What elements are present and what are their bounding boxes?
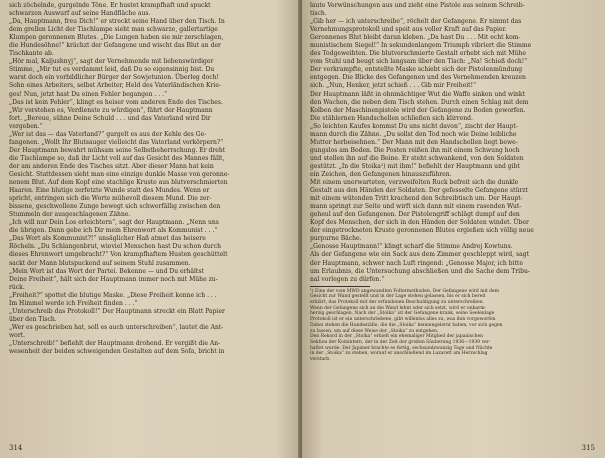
text-line: Tischkante ab. — [9, 50, 54, 58]
text-line: Röcheln. „Du Schlangenbrut, wieviel Menschen hast Du schon durch — [9, 243, 221, 251]
text-line: Klumpen geronnenen Blutes. „Die Lungen haben sie mir zerschlagen, — [9, 34, 224, 42]
text-line: die übrigen. Dann gebe ich Dir mein Ehrenwort als Kommunist . . .“ — [9, 227, 218, 235]
footnote-line: Dabei stehen die Hundeställe, die die „Stoika“ kennengelernt haben, vor sich gegen — [310, 322, 503, 328]
text-line: spricht, entringen sich die Worte mühevoll diesem Mund. Die zer- — [9, 195, 212, 203]
text-line: vergeben.“ — [9, 122, 43, 130]
text-line: „Genosse Hauptmann!“ klingt scharf die Stimme Andrej Kowtuns. — [310, 243, 513, 251]
text-line: Die stählernen Handschellen schließen sich klirrend. — [310, 114, 473, 122]
text-line: geheul auf den Gefangenen. Der Pistolengriff schlägt dumpf auf den — [310, 211, 520, 219]
footnote-line: in der „Stoika“ zu stehen, worauf er anschließend im Lazarett am Herzschlag — [310, 351, 488, 357]
text-line: ein Zeichen, den Gefangenen hinauszuführen. — [310, 170, 452, 178]
text-line: „Wer ist das — das Vaterland?“ gurgelt es aus der Kehle des Ge- — [9, 130, 207, 138]
text-line: nal vorlegen zu dürfen.“ — [310, 275, 385, 283]
text-line: Stimme, „Mir tut es verdammt leid, daß Du so eigensinnig bist. Du — [9, 66, 215, 74]
text-line: vom Stuhl und beugt sich langsam über den Tisch: „Na! Schieß doch!“ — [310, 58, 528, 66]
left-page-text — [9, 2, 294, 356]
footnote-line: Sektion der Komintern, der in der Zeit der großen Säuberung 1936—1939 ver- — [310, 339, 491, 345]
text-line: entgegen. Die Blicke des Gefangenen und des Vernehmenden kreuzen — [310, 74, 526, 82]
text-line: sich. „Nun, Henker, jetzt schieß . . . Gib mir Freiheit!“ — [310, 82, 477, 90]
footnote-line: Wenn der Gefangene sich an die Wand lehnt oder sich setzt, wird er unbarm- — [310, 305, 487, 311]
text-line: Als der Gefangene wie ein Sack aus dem Zimmer geschleppt wird, sagt — [310, 251, 530, 259]
text-line: der am anderen Ende des Tisches sitzt. Aber dieser Mann hat kein — [9, 162, 214, 170]
text-line: „Freiheit?“ spottet die blutige Maske. „Diese Freiheit kenne ich . . . — [9, 291, 217, 299]
text-line: „Da, Hauptmann, freu Dich!“ er streckt seine Hand über den Tisch. In — [9, 18, 225, 26]
text-line: fort. „Bereue, sühne Deine Schuld . . . und das Vaterland wird Dir — [9, 114, 211, 122]
text-line: den Wachen, die neben dem Tisch stehen. Durch einen Schlag mit dem — [310, 98, 529, 106]
text-line: fangenen. „Wollt Ihr Blutsauger vielleicht das Vaterland verkörpern?“ — [9, 138, 224, 146]
text-line: „Gib her — ich unterschreibe“, röchelt der Gefangene. Er nimmt das — [310, 18, 522, 26]
text-line: dem grellen Licht der Tischlampe sieht man schwarze, gallertartige — [9, 26, 218, 34]
text-line: Im Himmel werde ich Freiheit finden . . .“ — [9, 299, 138, 307]
text-line: munistischem Siegel!“ In sekundenlangem Triumph vibriert die Stimme — [310, 42, 532, 50]
text-line: des Todgeweihten. Die blutverschmierte Gestalt erhebt sich mit Mühe — [310, 50, 526, 58]
text-line: mit einem wütenden Tritt krachend den Schreibtisch um. Der Haupt- — [310, 195, 523, 203]
text-line: Gesicht. Stattdessen sieht man eine einzige dunkle Masse von geronne- — [9, 170, 230, 178]
text-line: Gestalt aus den Händen der Soldaten. Der gefesselte Gefangene stürzt — [310, 187, 528, 195]
text-line: Der Hauptmann bewahrt mühsam seine Selbstbeherrschung. Er dreht — [9, 146, 226, 154]
left-page-number: 314 — [9, 444, 23, 452]
text-line: mann springt zur Seite und wirft sich dann mit einem rasenden Wut- — [310, 203, 522, 211]
right-page-number: 315 — [581, 444, 595, 452]
text-line: Sohn eines Arbeiters, selbst Arbeiter, Held des Vaterländischen Krie- — [9, 82, 222, 90]
text-line: und stellen ihn auf die Beine. Er steht schwankend, von den Soldaten — [310, 154, 524, 162]
footnote-line: haftet wurde. Der Japaner brachte es fertig, sechsundzwanzig Tage und Nächte — [310, 345, 493, 351]
text-line: Mit einem unerwarteten, verzweifelten Ruck befreit sich die dunkle — [310, 179, 519, 187]
text-line: mann durch die Zähne. „Du sollst den Tod noch wie Deine leibliche — [310, 130, 517, 138]
text-line: Kopf des Menschen, der sich in den Händen der Soldaten windet. Über — [310, 219, 529, 227]
text-line: die Hundesöhne!“ krächzt der Gefangene und wischt das Blut an der — [9, 42, 221, 50]
text-line: die Tischlampe so, daß ihr Licht voll auf das Gesicht des Mannes fällt, — [9, 154, 225, 162]
footnote-line: ¹) Eine der vom MWD angewandten Foltermethoden. Der Gefangene wird mit dem — [310, 288, 499, 294]
right-page — [302, 0, 605, 458]
right-page-text — [310, 2, 597, 284]
text-line: sich zöchelnde, gurgelnde Töne. Er hustet krampfhaft und spuckt — [9, 2, 211, 9]
text-line: Mutter herbeisehnen.“ Der Mann mit den Handschellen liegt bewe- — [310, 138, 518, 146]
text-line: „Mein Wort ist das Wort der Partei. Bekenne — und Du erhältst — [9, 267, 204, 275]
text-line: rück. — [9, 283, 25, 291]
text-line: „Das Wort als Kommunist?!“ unsäglicher Haß atmet das heisere — [9, 235, 206, 243]
text-line: gestützt. „In die Stoika¹) mit ihm!“ befiehlt der Hauptmann und gibt — [310, 162, 520, 170]
text-line: Deine Freiheit“, hält sich der Hauptmann immer noch mit Mühe zu- — [9, 275, 218, 283]
footnote-line: Den Rekord in der „Stoika“ erhielt ein ehemaliger Mitglied der japanischen — [310, 334, 484, 340]
text-line: Vernehmungsprotokoll und speit aus voller Kraft auf das Papier. — [310, 26, 507, 34]
text-line: purpurne Bäche. — [310, 235, 362, 243]
text-line: wesenheit der beiden schweigenden Gestalten auf dem Sofa, bricht in — [9, 348, 225, 356]
text-line: sackt der Mann blutspuckend auf seinem Stuhl zusammen. — [9, 259, 191, 267]
text-line: der eingetrockneten Kruste geronnenen Blutes ergießen sich völlig neue — [310, 227, 534, 235]
text-line: warst doch ein vorbildlicher Bürger der Sowjetunion. Überleg doch! — [9, 74, 219, 82]
text-line: „Wir verstehen es, Verdienste zu würdigen“, fährt der Hauptmann — [9, 106, 213, 114]
footnote — [310, 289, 597, 363]
text-line: über den Tisch. — [9, 315, 57, 323]
text-line: laute Verwünschungen aus und zieht eine Pistole aus seinem Schreib- — [310, 2, 525, 9]
text-line: „Unterschreib das Protokoll!“ Der Hauptmann streckt ein Blatt Papier — [9, 307, 225, 315]
footnote-line: erklärt, das Protokoll mit der erfundenen Beschuldigung zu unterschreiben. — [310, 300, 485, 306]
text-line: tisch. — [310, 10, 327, 18]
text-line: Der verkrampfte, entstellte Maske schiebt sich der Pistolenmündung — [310, 66, 523, 74]
text-line: Der Hauptmann läßt in ohnmächtiger Wut die Waffe sinken und winkt — [310, 90, 526, 98]
text-line: Stummeln der ausgeschlagenen Zähne. — [9, 211, 131, 219]
text-line: Kolben der Maschinenpistole wird der Gefangene zu Boden geworfen. — [310, 106, 526, 114]
left-page — [0, 0, 300, 458]
text-line: „So leichten Kaufes kommst Du uns nicht davon“, zischt der Haupt- — [310, 122, 519, 130]
text-line: „Ich will nur Dein Los erleichtern“, sagt der Hauptmann. „Nenn uns — [9, 219, 219, 227]
text-line: wort. — [9, 331, 26, 339]
footnote-line: verstarb. — [310, 357, 331, 363]
footnote-line: Gesicht zur Wand gestellt und in der Lage stehen gelassen, bis er sich bereit — [310, 294, 486, 300]
text-line: „Das ist kein Fehler“, klingt es heiser vom anderen Ende des Tisches. — [9, 98, 223, 106]
footnote-line: herzig geschlagen. Nach der „Stoika“ ist der Gefangene krank, seine Seelenlage — [310, 311, 495, 317]
text-line: dieses Ehrenwort umgebracht?“ Von krampfhaftem Husten geschüttelt — [9, 251, 228, 259]
text-line: der Hauptmann, schwer nach Luft ringend: „Genosse Major, ich bitte — [310, 259, 523, 267]
text-line: schwarzen Auswurf auf seine Handfläche aus. — [9, 10, 151, 18]
text-line: um Erlaubnis, die Untersuchung abschließen und die Sache dem Tribu- — [310, 267, 530, 275]
footnote-line: zu lassen, um auf diese Weise der „Stoika“ zu entgehen. — [310, 328, 439, 334]
text-line: Geronnenes Blut bleibt daran kleben. „Da hast Du . . . Mit echt kom- — [310, 34, 521, 42]
text-line: Haaren. Eine blutige zerfetzte Wunde statt des Mundes. Wenn er — [9, 187, 210, 195]
text-line: ges! Nun, jetzt hast Du einen Fehler begangen . . .“ — [9, 90, 168, 98]
text-line: gungslos am Boden. Die Posten reißen ihn mit einem Schwung hoch — [310, 146, 520, 154]
text-line: nenem Blut. Auf dem Kopf eine stachlige Kruste aus blutverschmierten — [9, 179, 228, 187]
text-line: bissene, geschwollene Zunge bewegt sich schwerfällig zwischen den — [9, 203, 221, 211]
text-line: „Wer es geschrieben hat, soll es auch unterschreiben“, lautet die Ant- — [9, 323, 224, 331]
text-line: „Unterschreib!“ befiehlt der Hauptmann drohend. Er vergißt die An- — [9, 339, 221, 347]
footnote-rule — [310, 286, 370, 287]
footnote-line: Protokoll ist er ein unterschriebene, gibt willenlos alles zu, was ihm vorgeworfen — [310, 317, 496, 323]
text-line: „Hör mal, Kaljushnyj“, sagt der Vernehmende mit liebenswürdiger — [9, 58, 214, 66]
